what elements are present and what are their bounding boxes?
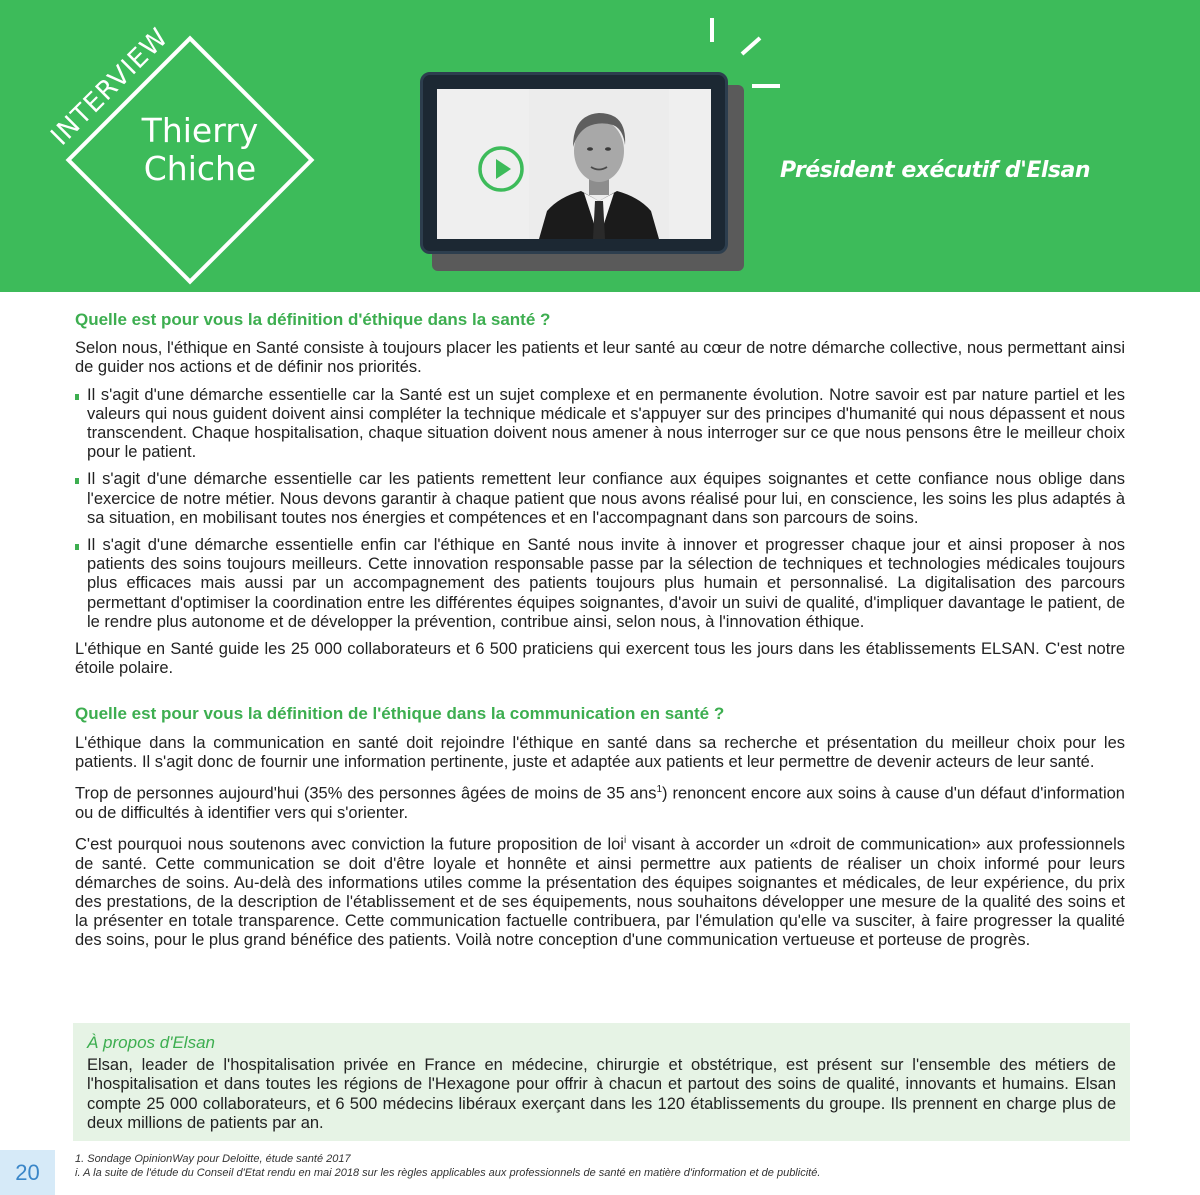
name-last: Chiche bbox=[143, 149, 257, 188]
bullet-item: Il s'agit d'une démarche essentielle car les patients remettent leur confiance aux équipes soignantes et cette confiance nous oblige dans l'exercice de notre métier. Nous devons garantir à chaque patient que nous avons réalisé pour lui, en conscience, les soins les plus adaptés à sa situation, en mobilisant toutes nos énergies et compétences et en l'accompagnant dans son parcours de soins. bbox=[75, 470, 1125, 528]
bullet-item: Il s'agit d'une démarche essentielle enfin car l'éthique en Santé nous invite à innover et progresser chaque jour et ainsi proposer à nos patients des soins toujours meilleurs. Cette innovation responsable passe par la sélection de techniques et technologies médicales toujours plus efficaces mais aussi par un accompagnement des patients toujours plus humain et personnalisé. La digitalisation des parcours permettant d'optimiser la coordination entre les différentes équipes soignantes, d'avoir un suivi de qualité, d'impliquer davantage le patient, de le rendre plus autonome et de développer la prévention, contribue ainsi, selon nous, à l'innovation éthique. bbox=[75, 536, 1125, 632]
interviewee-name bbox=[140, 112, 260, 188]
answer-intro: Selon nous, l'éthique en Santé consiste à toujours placer les patients et leur santé au cœur de notre démarche collective, nous permettant ainsi de guider nos actions et de définir nos priorités. bbox=[75, 339, 1125, 377]
interviewee-role: Président exécutif d'Elsan bbox=[780, 158, 1091, 183]
highlight-rays-icon bbox=[700, 14, 790, 104]
footnote-1: 1. Sondage OpinionWay pour Deloitte, étude santé 2017 bbox=[75, 1153, 351, 1165]
answer-closing: L'éthique en Santé guide les 25 000 collaborateurs et 6 500 praticiens qui exercent tous les jours dans les établissements ELSAN. C'est notre étoile polaire. bbox=[75, 640, 1125, 678]
answer-paragraph-2: Trop de personnes aujourd'hui (35% des personnes âgées de moins de 35 ans$^1$) renoncent encore aux soins à cause d'un défaut d'information ou de difficultés à identifier vers qui s'orienter. bbox=[75, 784, 1125, 822]
article-body bbox=[75, 310, 1125, 959]
footnote-ref-1: 1 bbox=[656, 784, 663, 796]
name-first: Thierry bbox=[141, 111, 259, 150]
answer-bullet-list bbox=[75, 386, 1125, 632]
play-icon[interactable] bbox=[477, 145, 525, 193]
portrait-photo bbox=[529, 89, 669, 239]
about-body: Elsan, leader de l'hospitalisation privée en France en médecine, chirurgie et obstétrique, est présent sur l'ensemble des métiers de l'hospitalisation et dans toutes les régions de l'Hexagone pour offrir à chacun et partout des soins de qualité, innovants et humains. Elsan compte 25 000 collaborateurs, et 6 500 médecins libéraux exerçant dans les 120 établissements du groupe. Ils prennent en charge plus de deux millions de patients par an. bbox=[87, 1056, 1116, 1132]
video-screen bbox=[437, 89, 711, 239]
video-tablet bbox=[420, 72, 728, 254]
interview-label: INTERVIEW bbox=[45, 22, 175, 152]
answer-paragraph-1: L'éthique dans la communication en santé doit rejoindre l'éthique en santé dans sa recherche et présentation du meilleur choix pour les patients. Il s'agit donc de fournir une information pertinente, juste et adaptée aux patients et leur permettre de devenir acteurs de leur santé. bbox=[75, 733, 1125, 771]
question-ethics-health: Quelle est pour vous la définition d'éthique dans la santé ? bbox=[75, 310, 551, 329]
question-ethics-communication: Quelle est pour vous la définition de l'éthique dans la communication en santé ? bbox=[75, 704, 725, 724]
header-banner bbox=[0, 0, 1200, 292]
footnote-ref-i: i bbox=[623, 834, 627, 846]
answer-paragraph-3: C'est pourquoi nous soutenons avec conviction la future proposition de loi$^i$ visant à accorder un «droit de communication» aux professionnels de santé. Cette communication se doit d'être loyale et honnête et ainsi permettre aux patients de réaliser un choix informé pour leurs démarches de soins. Au-delà des informations utiles comme la présentation des équipes soignantes et médicales, de leur expérience, du prix des prestations, de la description de l'établissement et de ses équipements, nous souhaitons développer une mesure de la qualité des soins et la présenter en totale transparence. Cette communication factuelle contribuera, par l'émulation qu'elle va susciter, à faire progresser la qualité des soins, pour le plus grand bénéfice des patients. Voilà notre conception d'une communication vertueuse et porteuse de progrès. bbox=[75, 834, 1126, 950]
about-title: À propos d'Elsan bbox=[87, 1033, 215, 1052]
bullet-item: Il s'agit d'une démarche essentielle car la Santé est un sujet complexe et en permanente évolution. Notre savoir est par nature partiel et les valeurs qui nous guident doivent ainsi compléter la technique médicale et s'appuyer sur des principes d'humanité qui nous dépassent et nous transcendent. Chaque hospitalisation, chaque situation doivent nous amener à nous interroger sur ce que nous pensons être le meilleur choix pour le patient. bbox=[75, 386, 1125, 463]
page-number: 20 bbox=[0, 1150, 55, 1195]
footnote-i: i. A la suite de l'étude du Conseil d'Etat rendu en mai 2018 sur les règles applicables aux professionnels de santé en matière d'information et de publicité. bbox=[75, 1167, 821, 1179]
about-box bbox=[73, 1023, 1130, 1141]
footnotes bbox=[75, 1152, 1125, 1180]
